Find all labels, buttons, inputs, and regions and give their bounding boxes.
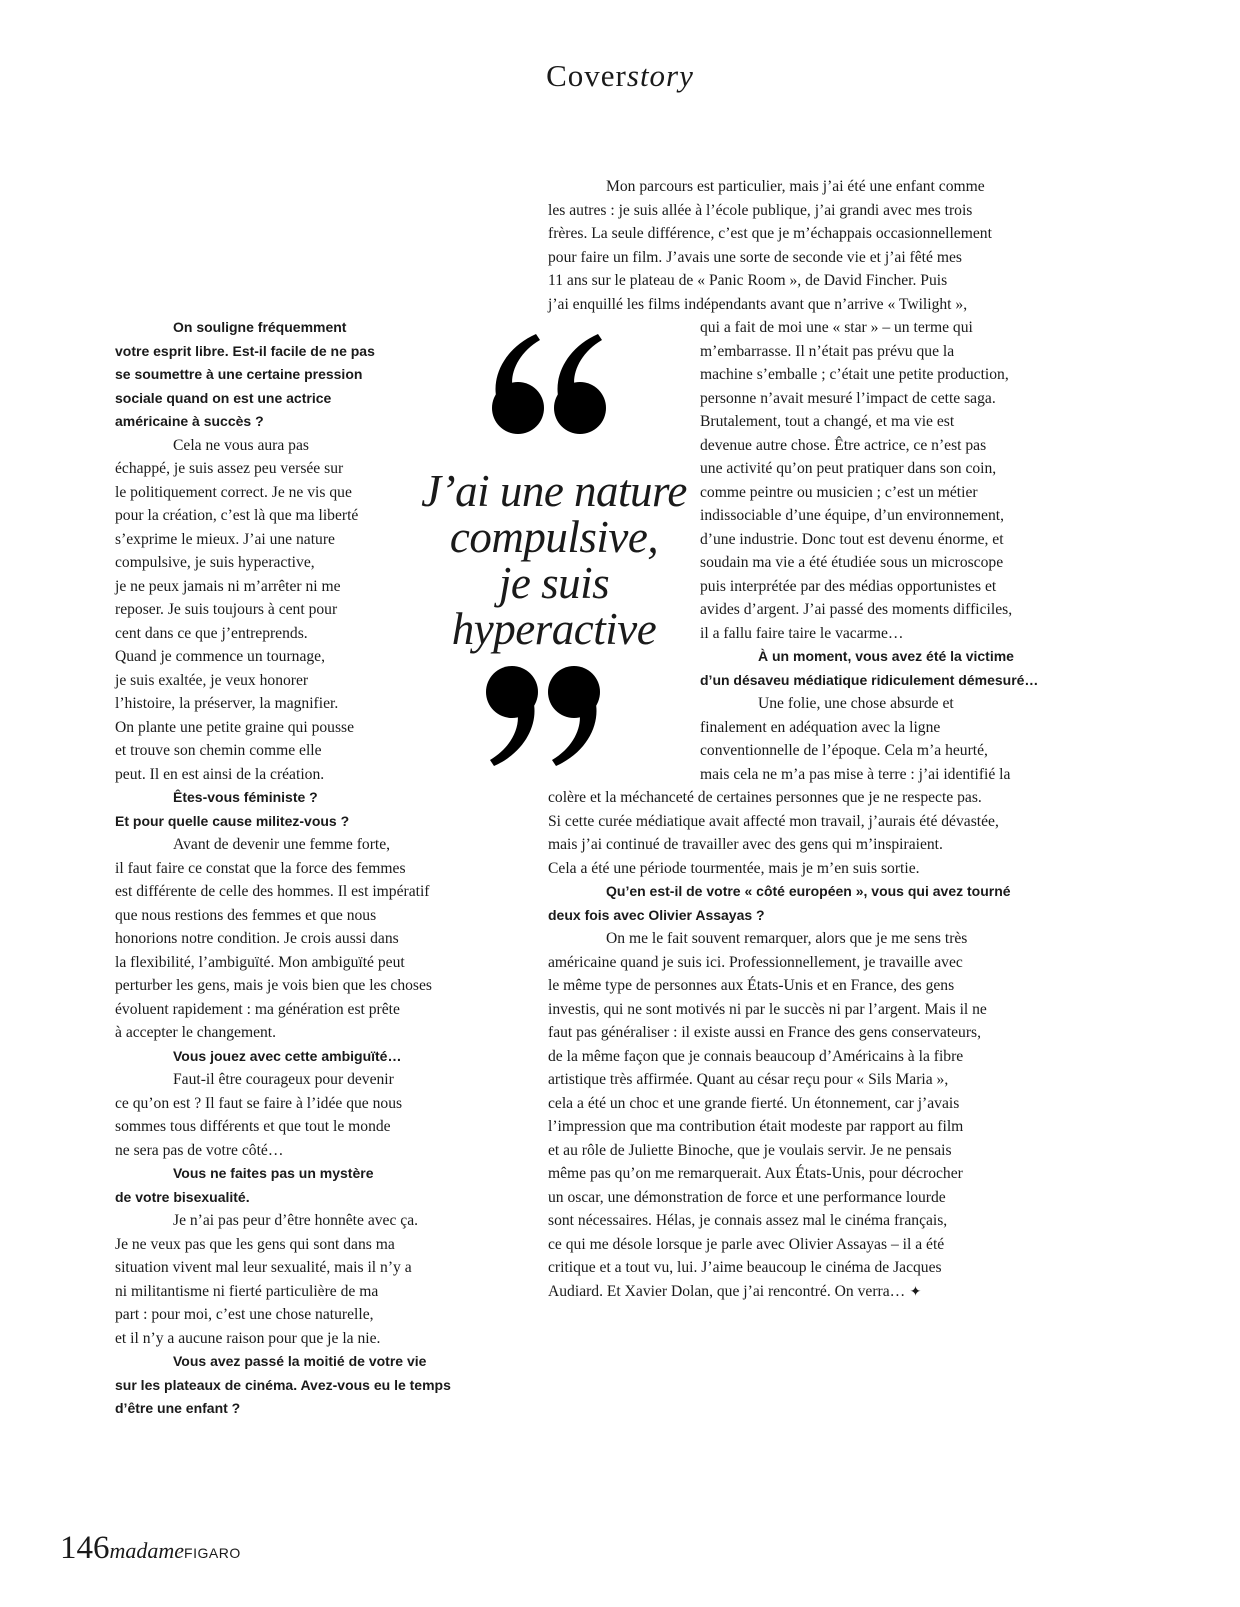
text-line: américaine quand je suis ici. Professionnellement, je travaille avec bbox=[548, 953, 963, 971]
text-line: avides d’argent. J’ai passé des moments difficiles, bbox=[700, 601, 1013, 618]
text-line: peut. Il en est ainsi de la création. bbox=[115, 765, 325, 783]
text-line: faut pas généraliser : il existe aussi en France des gens conservateurs, bbox=[548, 1024, 982, 1041]
text-line: cela a été un choc et une grande fierté. Un étonnement, car j’avais bbox=[548, 1094, 960, 1112]
text-line: À un moment, vous avez été la victime bbox=[758, 648, 1014, 664]
text-line: Une folie, une chose absurde et bbox=[758, 695, 954, 712]
question bbox=[548, 880, 1078, 927]
text-line: échappé, je suis assez peu versée sur bbox=[115, 460, 344, 477]
end-mark-icon: ✦ bbox=[905, 1283, 922, 1300]
question bbox=[115, 1350, 495, 1421]
text-line: Avant de devenir une femme forte, bbox=[173, 836, 391, 853]
text-line: reposer. Je suis toujours à cent pour bbox=[115, 601, 338, 618]
header-story: story bbox=[626, 58, 694, 93]
text-line: honorions notre condition. Je crois aussi dans bbox=[115, 930, 399, 947]
close-quote-icon bbox=[486, 666, 600, 766]
text-line: On plante une petite graine qui pousse bbox=[115, 718, 355, 736]
text-line: se soumettre à une certaine pression bbox=[115, 366, 363, 382]
magazine-brand: FIGARO bbox=[184, 1545, 241, 1561]
magazine-name: madame bbox=[109, 1538, 185, 1563]
text-line: Faut-il être courageux pour devenir bbox=[173, 1071, 394, 1088]
text-line: l’histoire, la préserver, la magnifier. bbox=[115, 695, 339, 712]
text-line: d’un désaveu médiatique ridiculement démesuré… bbox=[700, 671, 1039, 688]
text-line: même pas qu’on me remarquerait. Aux États-Unis, pour décrocher bbox=[548, 1165, 963, 1182]
text-line: Si cette curée médiatique avait affecté mon travail, j’aurais été dévastée, bbox=[548, 812, 999, 830]
text-line: perturber les gens, mais je vois bien que les choses bbox=[115, 977, 432, 994]
text-line: conventionnelle de l’époque. Cela m’a heurté, bbox=[700, 742, 988, 759]
text-line: la flexibilité, l’ambiguïté. Mon ambiguïté peut bbox=[115, 953, 405, 971]
text-line: Audiard. Et Xavier Dolan, que j’ai rencontré. On verra… ✦ bbox=[548, 1282, 922, 1300]
text-line: est différente de celle des hommes. Il est impératif bbox=[115, 883, 430, 900]
text-line: soudain ma vie a été étudiée sous un microscope bbox=[700, 554, 1004, 571]
text-line: deux fois avec Olivier Assayas ? bbox=[548, 906, 765, 923]
text-line: je suis exaltée, je veux honorer bbox=[115, 671, 309, 689]
text-line: indissociable d’une équipe, d’un environnement, bbox=[700, 507, 1004, 524]
page-footer bbox=[60, 1530, 241, 1567]
text-line: ce qui me désole lorsque je parle avec Olivier Assayas – il a été bbox=[548, 1235, 945, 1253]
text-line: à accepter le changement. bbox=[115, 1024, 277, 1041]
text-line: qui a fait de moi une « star » – un terme qui bbox=[700, 319, 973, 336]
answer bbox=[115, 833, 495, 1045]
text-line: d’une industrie. Donc tout est devenu énorme, et bbox=[700, 530, 1004, 548]
text-line: évoluent rapidement : ma génération est prête bbox=[115, 1000, 400, 1018]
right-column-bottom bbox=[548, 786, 1078, 1304]
text-line: les autres : je suis allée à l’école publique, j’ai grandi avec mes trois bbox=[548, 201, 973, 219]
right-column-narrow bbox=[700, 316, 1080, 786]
text-line: et trouve son chemin comme elle bbox=[115, 742, 322, 759]
text-line: critique et a tout vu, lui. J’aime beaucoup le cinéma de Jacques bbox=[548, 1259, 942, 1276]
text-line: colère et la méchanceté de certaines personnes que je ne respecte pas. bbox=[548, 789, 982, 806]
text-line: On me le fait souvent remarquer, alors que je me sens très bbox=[606, 930, 968, 947]
text-line: votre esprit libre. Est-il facile de ne pas bbox=[115, 342, 375, 359]
text-line: puis interprétée par des médias opportunistes et bbox=[700, 577, 997, 595]
answer bbox=[115, 1068, 495, 1162]
answer bbox=[700, 316, 1080, 645]
answer bbox=[700, 692, 1080, 786]
text-line: l’impression que ma contribution était modeste par rapport au film bbox=[548, 1118, 964, 1135]
text-line: finalement en adéquation avec la ligne bbox=[700, 718, 941, 736]
text-line: le même type de personnes aux États-Unis et en France, des gens bbox=[548, 977, 955, 994]
pull-quote-text bbox=[408, 468, 700, 652]
text-line: Mon parcours est particulier, mais j’ai été une enfant comme bbox=[606, 178, 985, 195]
text-line: Êtes-vous féministe ? bbox=[173, 789, 318, 805]
text-line: Vous jouez avec cette ambiguïté… bbox=[173, 1047, 402, 1064]
text-line: machine s’emballe ; c’était une petite production, bbox=[700, 366, 1009, 383]
text-line: Vous ne faites pas un mystère bbox=[173, 1165, 374, 1181]
text-line: On souligne fréquemment bbox=[173, 319, 347, 335]
text-line: sommes tous différents et que tout le monde bbox=[115, 1118, 391, 1135]
text-line: il faut faire ce constat que la force des femmes bbox=[115, 859, 406, 877]
question bbox=[115, 786, 495, 833]
text-line: et il n’y a aucune raison pour que je la nie. bbox=[115, 1329, 381, 1347]
text-line: mais cela ne m’a pas mise à terre : j’ai identifié la bbox=[700, 765, 1011, 783]
text-line: ce qu’on est ? Il faut se faire à l’idée que nous bbox=[115, 1094, 403, 1112]
text-line: une activité qu’on peut pratiquer dans son coin, bbox=[700, 460, 997, 477]
open-quote-icon bbox=[492, 334, 606, 434]
text-line: personne n’avait mesuré l’impact de cette saga. bbox=[700, 389, 996, 407]
text-line: et au rôle de Juliette Binoche, que je voulais servir. Je ne pensais bbox=[548, 1141, 952, 1159]
text-line: Cela a été une période tourmentée, mais je m’en suis sortie. bbox=[548, 859, 920, 877]
pull-quote bbox=[408, 330, 700, 780]
text-line: ni militantisme ni fierté particulière de ma bbox=[115, 1282, 379, 1300]
text-line: sont nécessaires. Hélas, je connais assez mal le cinéma français, bbox=[548, 1212, 948, 1229]
text-line: devenue autre chose. Être actrice, ce n’est pas bbox=[700, 436, 987, 454]
text-line: un oscar, une démonstration de force et une performance lourde bbox=[548, 1188, 946, 1206]
answer bbox=[548, 927, 1078, 1304]
text-line: d’être une enfant ? bbox=[115, 1400, 241, 1416]
question bbox=[115, 1162, 495, 1209]
text-line: pour la création, c’est là que ma liberté bbox=[115, 507, 359, 524]
text-line: frères. La seule différence, c’est que je m’échappais occasionnellement bbox=[548, 225, 992, 242]
text-line: mais j’ai continué de travailler avec des gens qui m’inspiraient. bbox=[548, 836, 943, 853]
page-number: 146 bbox=[60, 1530, 110, 1566]
text-line: de la même façon que je connais beaucoup d’Américains à la fibre bbox=[548, 1047, 964, 1065]
header-cover: Cover bbox=[546, 58, 627, 93]
text-line: m’embarrasse. Il n’était pas prévu que la bbox=[700, 342, 955, 360]
text-line: sur les plateaux de cinéma. Avez-vous eu le temps bbox=[115, 1376, 451, 1393]
text-line: part : pour moi, c’est une chose naturelle, bbox=[115, 1306, 374, 1323]
text-line: que nous restions des femmes et que nous bbox=[115, 906, 377, 924]
answer bbox=[548, 786, 1078, 880]
text-line: américaine à succès ? bbox=[115, 413, 264, 429]
text-line: Je ne veux pas que les gens qui sont dans ma bbox=[115, 1235, 395, 1253]
text-line: situation vivent mal leur sexualité, mais il n’y a bbox=[115, 1259, 412, 1276]
text-line: artistique très affirmée. Quant au césar reçu pour « Sils Maria », bbox=[548, 1071, 949, 1088]
text-line: comme peintre ou musicien ; c’est un métier bbox=[700, 483, 978, 501]
text-line: Vous avez passé la moitié de votre vie bbox=[173, 1353, 427, 1369]
pull-quote-line: compulsive, bbox=[449, 512, 659, 562]
text-line: le politiquement correct. Je ne vis que bbox=[115, 483, 352, 501]
question bbox=[700, 645, 1080, 692]
text-line: je ne peux jamais ni m’arrêter ni me bbox=[115, 577, 341, 595]
right-column-top bbox=[548, 175, 1078, 316]
text-line: sociale quand on est une actrice bbox=[115, 389, 332, 406]
pull-quote-line: je suis bbox=[498, 558, 610, 608]
text-line: pour faire un film. J’avais une sorte de seconde vie et j’ai fêté mes bbox=[548, 248, 962, 266]
text-line: Et pour quelle cause militez-vous ? bbox=[115, 812, 350, 829]
text-line: j’ai enquillé les films indépendants avant que n’arrive « Twilight », bbox=[548, 295, 968, 313]
text-line: 11 ans sur le plateau de « Panic Room », de David Fincher. Puis bbox=[548, 272, 948, 289]
text-line: Qu’en est-il de votre « côté européen », vous qui avez tourné bbox=[606, 883, 1011, 899]
text-line: il a fallu faire taire le vacarme… bbox=[700, 624, 904, 642]
answer bbox=[115, 1209, 495, 1350]
text-line: compulsive, je suis hyperactive, bbox=[115, 554, 315, 571]
text-line: de votre bisexualité. bbox=[115, 1188, 250, 1205]
section-header bbox=[0, 58, 1240, 94]
text-line: Cela ne vous aura pas bbox=[173, 436, 309, 454]
question bbox=[115, 1045, 495, 1069]
text-line: s’exprime le mieux. J’ai une nature bbox=[115, 530, 335, 548]
text-line: Brutalement, tout a changé, et ma vie est bbox=[700, 413, 955, 430]
text-line: investis, qui ne sont motivés ni par le succès ni par l’argent. Mais il ne bbox=[548, 1000, 987, 1018]
text-line: ne sera pas de votre côté… bbox=[115, 1141, 284, 1159]
pull-quote-line: J’ai une nature bbox=[421, 466, 687, 516]
text-line: Quand je commence un tournage, bbox=[115, 648, 326, 665]
text-line: Je n’ai pas peur d’être honnête avec ça. bbox=[173, 1212, 419, 1229]
text-line: cent dans ce que j’entreprends. bbox=[115, 624, 308, 642]
pull-quote-line: hyperactive bbox=[451, 604, 657, 654]
